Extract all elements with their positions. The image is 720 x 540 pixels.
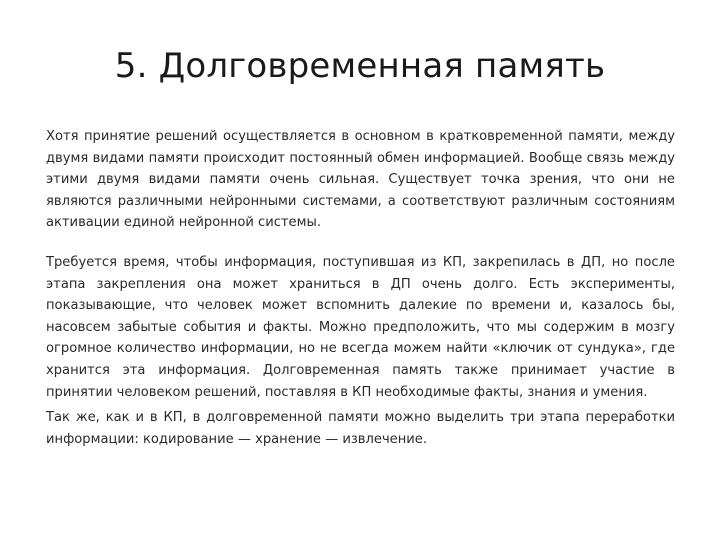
slide-title: 5. Долговременная память [114, 46, 606, 86]
paragraph-2: Требуется время, чтобы информация, поступившая из КП, закрепилась в ДП, но после этапа закрепления она может храниться в ДП очень долго. Есть эксперименты, показывающие, что человек может вспомнить далекие по времени и, казалось бы, насовсем забытые события и факты. Можно предположить, что мы содержим в мозгу огромное количество информации, но не всегда можем найти «ключик от сундука», где хранится эта информация. Долговременная память также принимает участие в принятии человеком решений, поставляя в КП необходимые факты, знания и умения. [46, 254, 675, 400]
slide-body [46, 126, 675, 450]
paragraph-3: Так же, как и в КП, в долговременной памяти можно выделить три этапа переработки информации: кодирование — хранение — извлечение. [46, 410, 675, 447]
paragraph-1: Хотя принятие решений осуществляется в основном в кратковременной памяти, между двумя видами памяти происходит постоянный обмен информацией. Вообще связь между этими двумя видами памяти очень сильная. Существует точка зрения, что они не являются различными нейронными системами, а соответствуют различным состояниям активации единой нейронной системы. [46, 129, 675, 231]
